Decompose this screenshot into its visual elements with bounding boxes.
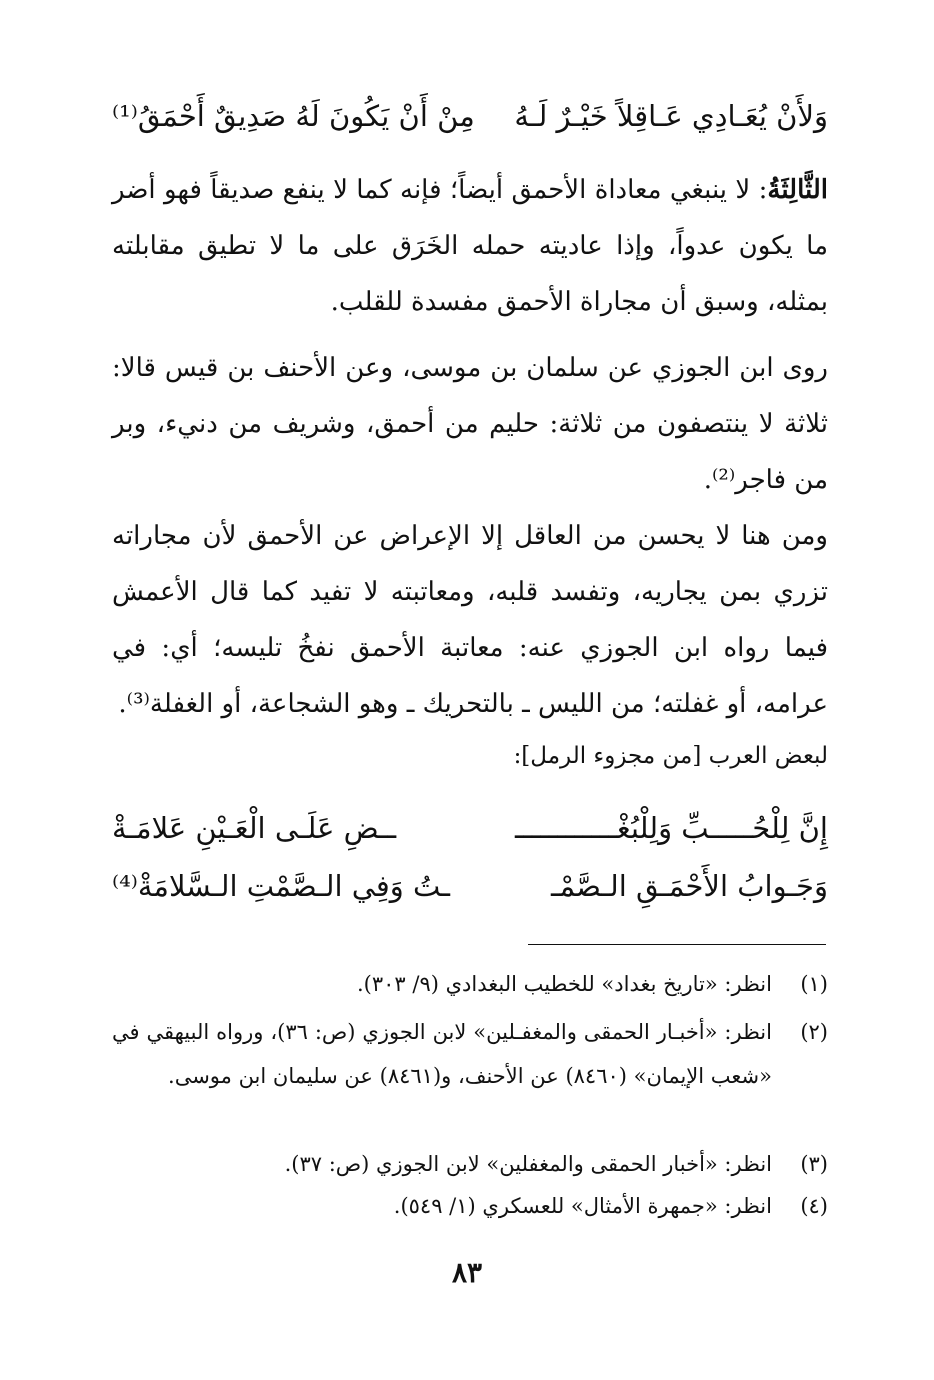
poem-line-1-right: إِنَّ لِلْحُـــــبِّ وَلِلْبُغْــــــــــــ: [514, 811, 828, 845]
footnote-3: [112, 1142, 828, 1186]
section-lead-word: الثَّالِثَةُ: [767, 175, 828, 205]
poem-line-2-right: وَجَـوابُ الأَحْمَـقِ الـصَّمْـ: [551, 869, 828, 903]
poem-line-1: [112, 798, 828, 858]
footnote-number: (١): [800, 972, 828, 996]
footnote-separator: [528, 944, 826, 945]
footnote-number: (٢): [800, 1020, 828, 1044]
poem-line-2-left: ـتُ وَفِي الـصَّمْتِ الـسَّلامَةْ⁽⁴⁾: [112, 869, 450, 903]
poem-line-2: [112, 856, 828, 916]
footnote-4: [112, 1184, 828, 1228]
footnote-2: [112, 1010, 828, 1098]
footnote-number: (٣): [800, 1152, 828, 1176]
poem-line-1-left: ــضِ عَلَـى الْعَـيْنِ عَلامَـةْ: [112, 811, 397, 845]
verse-right-hemistich: وَلأَنْ يُعَـادِي عَـاقِلاً خَيْـرٌ لَـهُ: [514, 99, 828, 133]
verse-intro: لبعض العرب [من مجزوء الرمل]:: [513, 743, 828, 769]
opening-verse: [112, 86, 828, 146]
footnote-1: [112, 962, 828, 1006]
paragraph-text: : لا ينبغي معاداة الأحمق أيضاً؛ فإنه كما لا ينفع صديقاً فهو أضر ما يكون عدواً، وإذا عاديته حمله الخَرَق على ما لا تطيق مقابلته بمثله، وسبق أن مجاراة الأحمق مفسدة للقلب.: [112, 175, 828, 317]
footnote-text: انظر: «أخبار الحمقى والمغفلين» لابن الجوزي (ص: ٣٧).: [284, 1152, 772, 1176]
footnote-text: انظر: «تاريخ بغداد» للخطيب البغدادي (٩/ ٣٠٣).: [356, 972, 772, 996]
paragraph-third-point: [112, 162, 828, 330]
footnote-text: انظر: «أخبـار الحمقى والمغفـلين» لابن الجوزي (ص: ٣٦)، ورواه البيهقي في «شعب الإيمان» (٨٤٦٠) عن الأحنف، و(٨٤٦١) عن سليمان ابن موسى.: [112, 1020, 772, 1088]
paragraph-narration: روى ابن الجوزي عن سلمان بن موسى، وعن الأحنف بن قيس قالا: ثلاثة لا ينتصفون من ثلاثة: حليم من أحمق، وشريف من دنيء، وبر من فاجر⁽²⁾.: [112, 353, 828, 495]
page-number: ٨٣: [451, 1256, 483, 1289]
footnote-number: (٤): [800, 1194, 828, 1218]
verse-left-hemistich: مِنْ أَنْ يَكُونَ لَهُ صَدِيقٌ أَحْمَقُ⁽¹⁾: [112, 99, 475, 133]
footnote-text: انظر: «جمهرة الأمثال» للعسكري (١/ ٥٤٩).: [393, 1194, 772, 1218]
paragraph-conclusion: ومن هنا لا يحسن من العاقل إلا الإعراض عن الأحمق لأن مجاراته تزري بمن يجاريه، وتفسد قلبه، ومعاتبته لا تفيد كما قال الأعمش فيما رواه ابن الجوزي عنه: معاتبة الأحمق نفخُ تليسه؛ أي: في عرامه، أو غفلته؛ من الليس ـ بالتحريك ـ وهو الشجاعة، أو الغفلة⁽³⁾.: [112, 521, 828, 719]
